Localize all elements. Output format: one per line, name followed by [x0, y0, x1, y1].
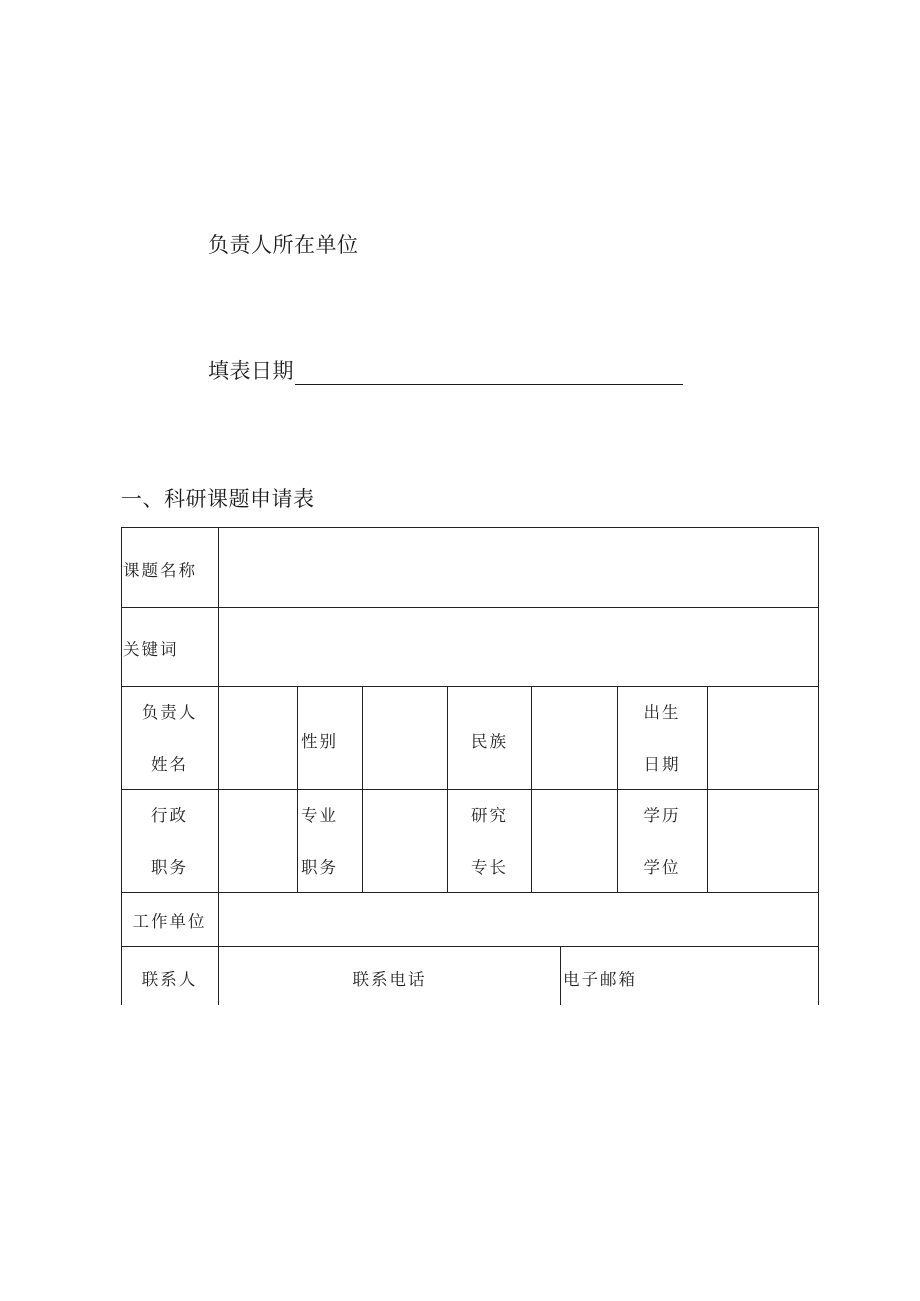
table-divider — [297, 686, 298, 892]
research-specialty-label-line2: 专长 — [471, 858, 508, 877]
keywords-label: 关键词 — [123, 640, 179, 659]
admin-position-label-line1: 行政 — [151, 806, 188, 825]
email-label: 电子邮箱 — [563, 970, 637, 989]
research-specialty-label-line1: 研究 — [471, 806, 508, 825]
professional-title-label — [301, 790, 338, 894]
education-degree-label-line1: 学历 — [643, 806, 681, 825]
professional-title-label-line2: 职务 — [301, 858, 338, 877]
gender-label: 性别 — [301, 732, 338, 751]
education-degree-label — [617, 790, 707, 894]
admin-position-label — [121, 790, 218, 894]
table-divider — [560, 946, 561, 1005]
leader-name-label-line2: 姓名 — [151, 755, 188, 774]
contact-phone-label: 联系电话 — [352, 970, 427, 989]
admin-position-input[interactable] — [219, 790, 296, 891]
keywords-input[interactable] — [219, 608, 817, 685]
date-label: 填表日期 — [208, 359, 294, 383]
ethnicity-input[interactable] — [532, 687, 616, 788]
birth-date-label-line2: 日期 — [643, 755, 681, 774]
section-title: 一、科研课题申请表 — [121, 487, 315, 511]
table-border-right — [818, 527, 819, 1005]
leader-name-label-line1: 负责人 — [141, 703, 198, 722]
leader-name-input[interactable] — [219, 687, 296, 788]
research-specialty-label — [448, 790, 531, 894]
email-input[interactable] — [661, 947, 817, 1004]
topic-name-input[interactable] — [219, 528, 817, 606]
unit-label: 负责人所在单位 — [208, 233, 359, 257]
work-unit-input[interactable] — [219, 893, 817, 945]
gender-input[interactable] — [363, 687, 446, 788]
admin-position-label-line2: 职务 — [151, 858, 188, 877]
leader-name-label — [121, 687, 218, 791]
application-form-table — [121, 527, 819, 1005]
birth-date-label-line1: 出生 — [643, 703, 681, 722]
work-unit-label: 工作单位 — [132, 912, 207, 931]
ethnicity-label: 民族 — [471, 732, 508, 751]
birth-date-input[interactable] — [708, 687, 817, 788]
topic-name-label: 课题名称 — [123, 561, 197, 580]
education-degree-input[interactable] — [708, 790, 817, 891]
date-field — [208, 355, 683, 385]
contact-person-label: 联系人 — [141, 970, 198, 989]
birth-date-label — [617, 687, 707, 791]
date-input-line[interactable] — [295, 362, 683, 385]
professional-title-input[interactable] — [363, 790, 446, 891]
education-degree-label-line2: 学位 — [643, 858, 681, 877]
professional-title-label-line1: 专业 — [301, 806, 338, 825]
research-specialty-input[interactable] — [532, 790, 616, 891]
